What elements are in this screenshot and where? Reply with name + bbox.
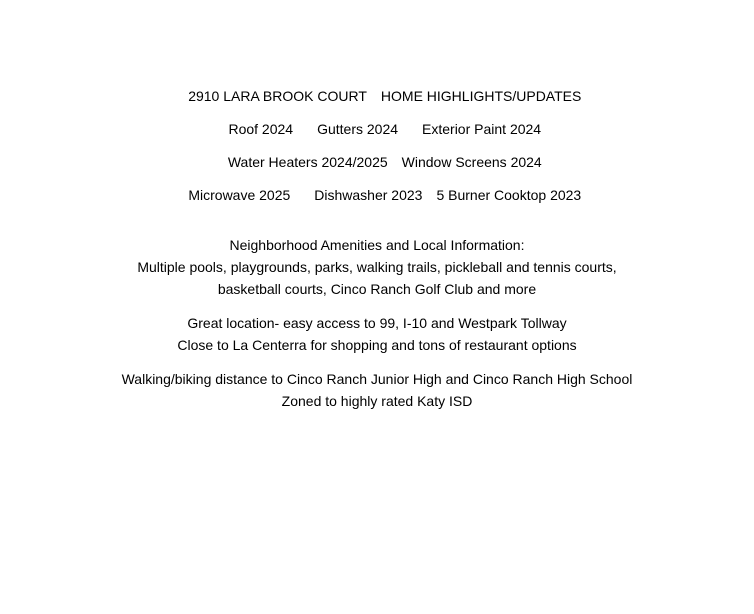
schools-line-1: Walking/biking distance to Cinco Ranch Junior High and Cinco Ranch High School bbox=[121, 371, 633, 387]
update-exterior-paint: Exterior Paint 2024 bbox=[422, 121, 542, 137]
updates-row-2 bbox=[0, 135, 754, 170]
updates-row-3 bbox=[0, 168, 754, 203]
heading-line bbox=[0, 69, 754, 104]
update-microwave: Microwave 2025 bbox=[188, 187, 291, 203]
update-water-heaters: Water Heaters 2024/2025 bbox=[227, 154, 388, 170]
update-window-screens: Window Screens 2024 bbox=[401, 154, 542, 170]
update-dishwasher: Dishwasher 2023 bbox=[314, 187, 423, 203]
schools-line-2: Zoned to highly rated Katy ISD bbox=[281, 393, 473, 409]
highlights-title: HOME HIGHLIGHTS/UPDATES bbox=[380, 88, 582, 104]
amenities-heading: Neighborhood Amenities and Local Information: bbox=[229, 237, 525, 253]
update-cooktop: 5 Burner Cooktop 2023 bbox=[436, 187, 582, 203]
property-address: 2910 LARA BROOK COURT bbox=[188, 88, 367, 104]
update-roof: Roof 2024 bbox=[228, 121, 294, 137]
location-line-2: Close to La Centerra for shopping and tons of restaurant options bbox=[177, 337, 577, 353]
location-line-1: Great location- easy access to 99, I-10 and Westpark Tollway bbox=[187, 315, 567, 331]
updates-row-1 bbox=[0, 102, 754, 137]
amenities-line-1: Multiple pools, playgrounds, parks, walking trails, pickleball and tennis courts, bbox=[137, 259, 617, 275]
update-gutters: Gutters 2024 bbox=[317, 121, 399, 137]
amenities-line-2: basketball courts, Cinco Ranch Golf Club and more bbox=[217, 281, 537, 297]
